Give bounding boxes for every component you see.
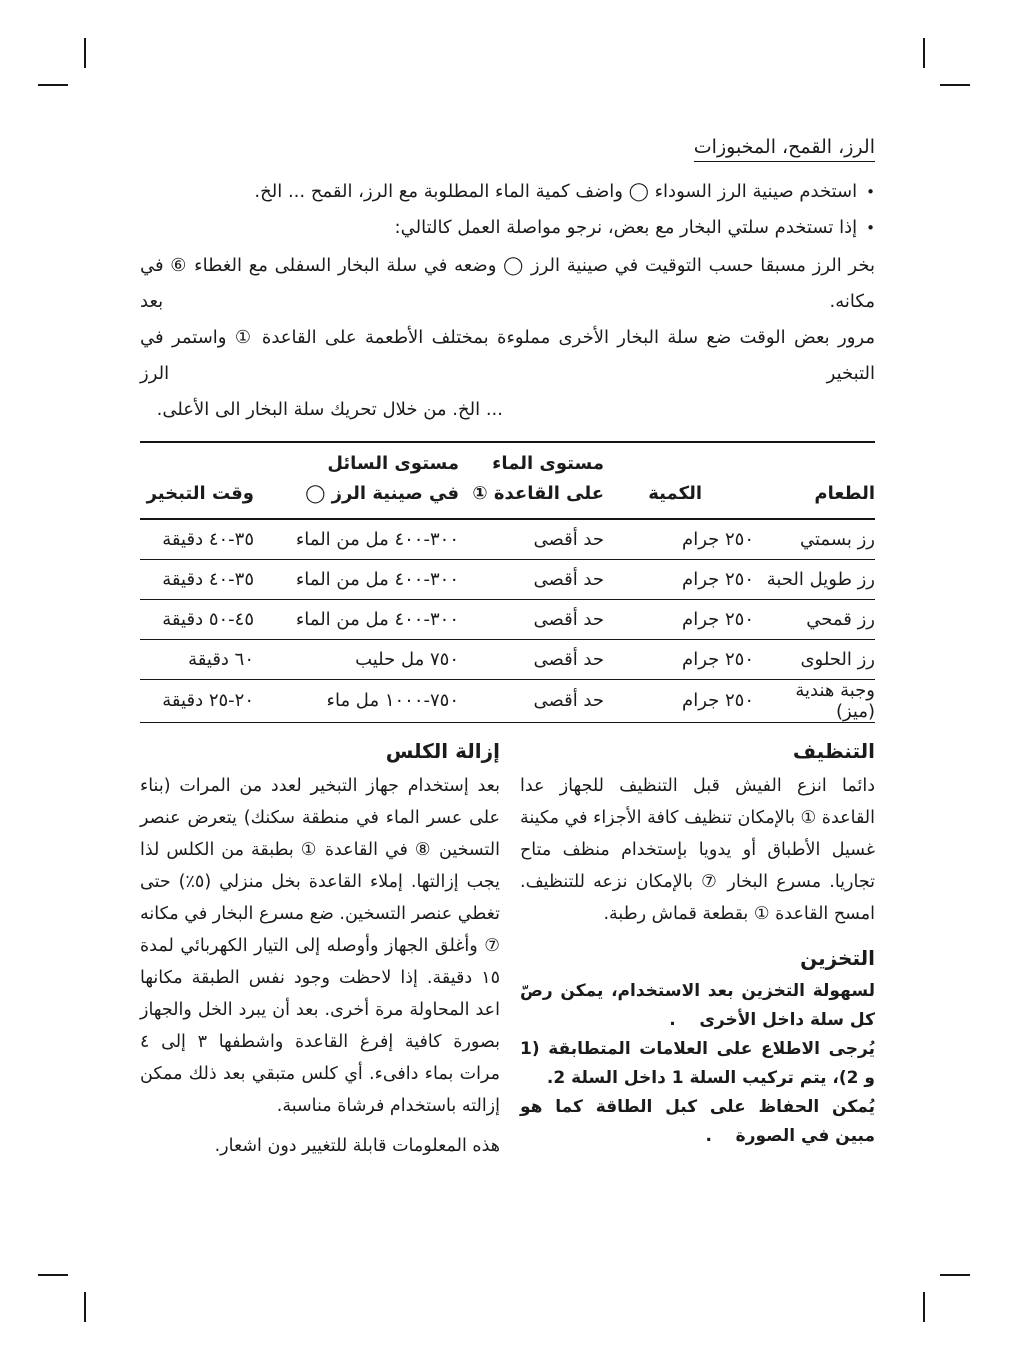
cell-time: ٦٠ دقيقة — [140, 639, 254, 679]
crop-mark — [38, 1274, 68, 1276]
cell-food: رز طويل الحبة — [754, 559, 875, 599]
crop-mark — [84, 1292, 86, 1322]
bullet-item: • استخدم صينية الرز السوداء ◯ واضف كمية الماء المطلوبة مع الرز، القمح ... الخ. — [140, 174, 875, 210]
crop-mark — [940, 84, 970, 86]
storage-section — [520, 945, 875, 1151]
paragraph-line: مرور بعض الوقت ضع سلة البخار الأخرى مملوءة بمختلف الأطعمة على القاعدة ① واستمر في التبخير الرز — [140, 327, 875, 384]
crop-mark — [923, 1292, 925, 1322]
storage-heading: التخزين — [800, 945, 875, 970]
table-row — [140, 559, 875, 599]
header-quantity: الكمية — [604, 442, 754, 519]
column-cleaning-storage — [520, 738, 875, 1161]
cell-liquid: ٧٥٠-١٠٠٠ مل ماء — [254, 679, 459, 722]
cell-food: رز الحلوى — [754, 639, 875, 679]
descaling-body: بعد إستخدام جهاز التبخير لعدد من المرات (بناء على عسر الماء في منطقة سكنك) يتعرض عنصر التسخين ⑧ في القاعدة ① بطبقة من الكلس لذا يجب إزالتها. إملاء القاعدة بخل منزلي (٥٪) حتى تغطي عنصر التسخين. ضع مسرع البخار في مكانه ⑦ وأغلق الجهاز وأوصله إلى التيار الكهربائي لمدة ١٥ دقيقة. إذا لاحظت وجود نفس الطبقة مكانها اعد المحاولة مرة أخرى. بعد أن يبرد الخل والجهاز بصورة كافية إفرغ القاعدة واشطفها ٣ إلى ٤ مرات بماء دافىء. أي كلس متبقي بعد ذلك ممكن إزالته باستخدام فرشاة مناسبة. — [140, 775, 500, 1116]
cell-liquid: ٧٥٠ مل حليب — [254, 639, 459, 679]
cell-water: حد أقصى — [459, 679, 604, 722]
page-content — [140, 134, 875, 1161]
section-title-rice-wheat-baked: الرز، القمح، المخبوزات — [694, 134, 875, 162]
cleaning-heading: التنظيف — [792, 738, 875, 763]
header-steaming-time: وقت التبخير — [140, 442, 254, 519]
cell-water: حد أقصى — [459, 639, 604, 679]
cell-quantity: ٢٥٠ جرام — [604, 639, 754, 679]
header-water-level: مستوى الماء على القاعدة ① — [459, 442, 604, 519]
crop-mark — [923, 38, 925, 68]
cell-food: رز قمحي — [754, 599, 875, 639]
table-row — [140, 519, 875, 559]
cell-time: ٣٥-٤٠ دقيقة — [140, 559, 254, 599]
crop-mark — [38, 84, 68, 86]
descaling-heading: إزالة الكلس — [385, 738, 500, 763]
change-without-notice-note: هذه المعلومات قابلة للتغيير دون اشعار. — [214, 1135, 500, 1156]
cell-liquid: ٣٠٠-٤٠٠ مل من الماء — [254, 599, 459, 639]
intro-bullet-list — [140, 174, 875, 246]
cell-quantity: ٢٥٠ جرام — [604, 679, 754, 722]
cell-food: رز بسمتي — [754, 519, 875, 559]
storage-line: لسهولة التخزين بعد الاستخدام، يمكن رصّ كل سلة داخل الأخرى . — [520, 980, 875, 1030]
table-row — [140, 679, 875, 722]
lower-columns — [140, 738, 875, 1161]
cell-water: حد أقصى — [459, 519, 604, 559]
storage-line: يُمكن الحفاظ على كبل الطاقة كما هو مبين في الصورة . — [520, 1096, 875, 1146]
intro-paragraph — [140, 248, 875, 428]
cell-liquid: ٣٠٠-٤٠٠ مل من الماء — [254, 519, 459, 559]
crop-mark — [84, 38, 86, 68]
cell-water: حد أقصى — [459, 559, 604, 599]
table-row — [140, 639, 875, 679]
cell-quantity: ٢٥٠ جرام — [604, 599, 754, 639]
paragraph-line: بخر الرز مسبقا حسب التوقيت في صينية الرز ◯ وضعه في سلة البخار السفلى مع الغطاء ⑥ في مكانه. بعد — [140, 255, 875, 312]
cell-quantity: ٢٥٠ جرام — [604, 519, 754, 559]
cell-food: وجبة هندية (ميز) — [754, 679, 875, 722]
storage-body — [520, 977, 875, 1151]
cell-time: ٢٠-٢٥ دقيقة — [140, 679, 254, 722]
storage-line: يُرجى الاطلاع على العلامات المتطابقة (1 و 2)، يتم تركيب السلة 1 داخل السلة 2. — [520, 1038, 875, 1088]
table-body — [140, 519, 875, 722]
header-liquid-level: مستوى السائل في صينية الرز ◯ — [254, 442, 459, 519]
header-food: الطعام — [754, 442, 875, 519]
cell-time: ٤٥-٥٠ دقيقة — [140, 599, 254, 639]
table-row — [140, 599, 875, 639]
table-header — [140, 442, 875, 519]
cell-liquid: ٣٠٠-٤٠٠ مل من الماء — [254, 559, 459, 599]
cell-water: حد أقصى — [459, 599, 604, 639]
steaming-table — [140, 441, 875, 723]
cell-quantity: ٢٥٠ جرام — [604, 559, 754, 599]
column-descaling — [140, 738, 500, 1161]
paragraph-line: ... الخ. من خلال تحريك سلة البخار الى الأعلى. — [156, 399, 503, 420]
bullet-item: • إذا تستخدم سلتي البخار مع بعض، نرجو مواصلة العمل كالتالي: — [140, 210, 875, 246]
cell-time: ٣٥-٤٠ دقيقة — [140, 519, 254, 559]
crop-mark — [940, 1274, 970, 1276]
cleaning-body: دائما انزع الفيش قبل التنظيف للجهاز عدا القاعدة ① بالإمكان تنظيف كافة الأجزاء في مكينة غسيل الأطباق أو يدويا بإستخدام منظف متاح تجاريا. مسرع البخار ⑦ بالإمكان نزعه للتنظيف. امسح القاعدة ① بقطعة قماش رطبة. — [520, 775, 875, 924]
